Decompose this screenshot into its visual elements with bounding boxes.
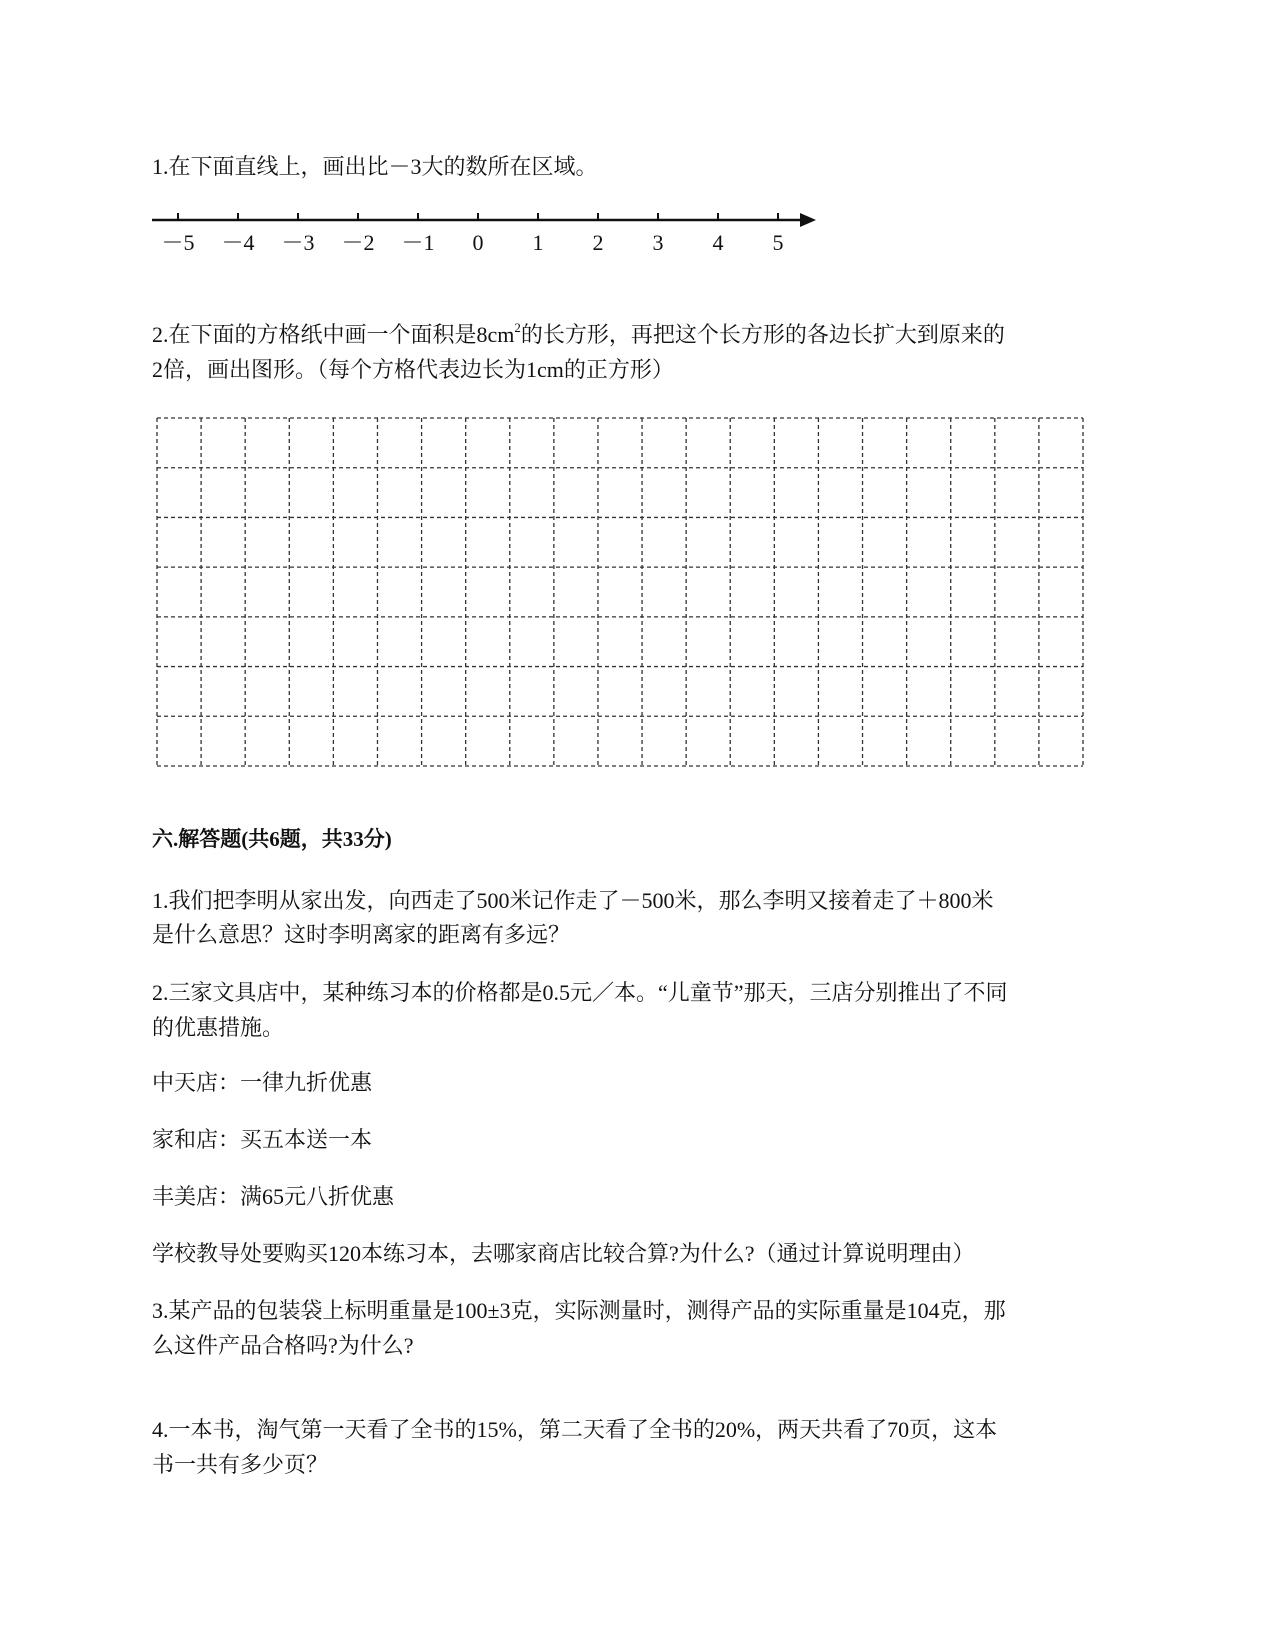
store-fengmei: 丰美店：满65元八折优惠: [152, 1184, 395, 1209]
number-line-label: 1: [532, 230, 544, 255]
section-heading: 六.解答题(共6题，共33分): [152, 827, 392, 851]
s6-q2-question: 学校教导处要购买120本练习本，去哪家商店比较合算?为什么?（通过计算说明理由）: [152, 1241, 975, 1266]
s6-q1-line1: 1.我们把李明从家出发，向西走了500米记作走了－500米，那么李明又接着走了＋800米: [152, 888, 994, 913]
q2-prompt-b: 的长方形，再把这个长方形的各边长扩大到原来的: [520, 322, 1005, 347]
number-line-label: －3: [281, 230, 315, 255]
number-line-label: 5: [772, 230, 784, 255]
q1-prompt: 1.在下面直线上，画出比－3大的数所在区域。: [152, 154, 598, 179]
number-line-label: －1: [401, 230, 435, 255]
s6-q2-line1: 2.三家文具店中，某种练习本的价格都是0.5元／本。“儿童节”那天，三店分别推出了不同: [152, 980, 1008, 1005]
number-line-label: －4: [221, 230, 255, 255]
q2-prompt-line1: [152, 318, 1005, 352]
number-line: [148, 196, 828, 258]
grid-paper: [155, 416, 1085, 768]
number-line-arrow: [800, 213, 816, 227]
store-jiahe: 家和店：买五本送一本: [152, 1127, 373, 1152]
number-line-label: 2: [592, 230, 604, 255]
number-line-label: 4: [712, 230, 724, 255]
number-line-label: 0: [472, 230, 484, 255]
number-line-label: －5: [161, 230, 195, 255]
s6-q3-line1: 3.某产品的包装袋上标明重量是100±3克，实际测量时，测得产品的实际重量是104克，那: [152, 1298, 1006, 1323]
number-line-label: 3: [652, 230, 664, 255]
q2-prompt-line2: 2倍，画出图形。（每个方格代表边长为1cm的正方形）: [152, 357, 674, 382]
s6-q2-line2: 的优惠措施。: [152, 1015, 285, 1040]
s6-q4-line2: 书一共有多少页？: [152, 1452, 329, 1477]
q2-prompt-sup: 2: [514, 319, 521, 335]
number-line-label: －2: [341, 230, 375, 255]
q2-prompt-a: 2.在下面的方格纸中画一个面积是8cm: [152, 322, 515, 347]
s6-q1-line2: 是什么意思？这时李明离家的距离有多远？: [152, 922, 571, 947]
store-zhongtian: 中天店：一律九折优惠: [152, 1070, 373, 1095]
s6-q3-line2: 么这件产品合格吗?为什么?: [152, 1333, 414, 1358]
s6-q4-line1: 4.一本书，淘气第一天看了全书的15%，第二天看了全书的20%，两天共看了70页，这本: [152, 1417, 998, 1442]
